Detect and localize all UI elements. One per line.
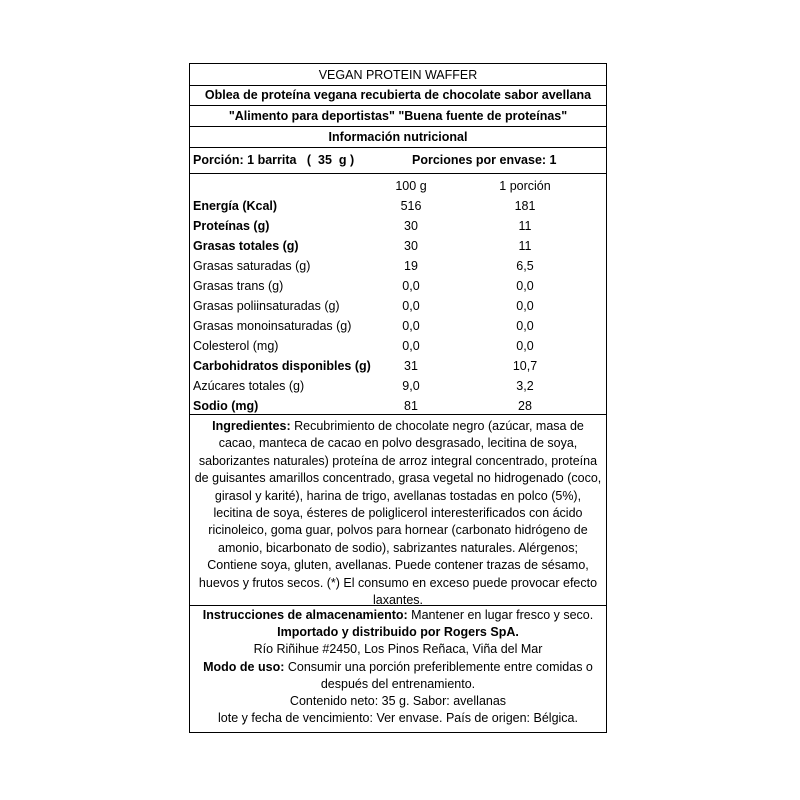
nutrient-per100: 9,0 (402, 379, 420, 393)
nutrient-per-portion: 181 (514, 199, 536, 213)
net-content-line: Contenido neto: 35 g. Sabor: avellanas (289, 694, 507, 709)
nutrient-name: Proteínas (g) (193, 219, 270, 233)
nutrient-name: Sodio (mg) (193, 399, 259, 413)
nutrient-per-portion: 0,0 (516, 299, 534, 313)
nutrient-per100: 30 (404, 239, 418, 253)
nutrient-per-portion: 10,7 (512, 359, 538, 373)
nutrient-per-portion: 3,2 (516, 379, 534, 393)
product-subtitle: Oblea de proteína vegana recubierta de chocolate sabor avellana (190, 86, 606, 106)
nutrient-name: Grasas saturadas (g) (193, 259, 311, 273)
storage-label: Instrucciones de almacenamiento: (202, 608, 408, 622)
nutrient-per-portion: 6,5 (516, 259, 534, 273)
nutrient-per100: 0,0 (402, 319, 420, 333)
nutrient-per-portion: 28 (518, 399, 532, 413)
nutrient-per100: 19 (404, 259, 418, 273)
portion-row (190, 148, 606, 174)
nutrients-header-row (190, 176, 606, 196)
nutrient-name: Grasas trans (g) (193, 279, 284, 293)
nutrient-per-portion: 0,0 (516, 319, 534, 333)
storage-text: Mantener en lugar fresco y seco. (407, 608, 594, 622)
usage-text: Consumir una porción preferiblemente entre comidas o después del entrenamiento. (284, 659, 593, 691)
nutrient-per-portion: 0,0 (516, 279, 534, 293)
lot-origin-line: lote y fecha de vencimiento: Ver envase. País de origen: Bélgica. (218, 711, 578, 726)
importer-line: Importado y distribuido por Rogers SpA. (277, 625, 519, 640)
nutrient-row (190, 276, 606, 296)
ingredients-label: Ingredientes: (212, 419, 291, 433)
nutrient-per100: 516 (400, 199, 422, 213)
nutrient-per-portion: 11 (518, 219, 532, 233)
nutrient-name: Grasas monoinsaturadas (g) (193, 319, 352, 333)
nutrient-row (190, 216, 606, 236)
nutrient-name: Colesterol (mg) (193, 339, 279, 353)
nutrient-per100: 30 (404, 219, 418, 233)
nutrition-info-heading: Información nutricional (190, 127, 606, 148)
nutrient-row (190, 356, 606, 376)
ingredients-text: Recubrimiento de chocolate negro (azúcar, masa de cacao, manteca de cacao en polvo desgrasado, lecitina de soya, saborizantes naturales) proteína de arroz integral concentrado, proteína de guisantes amarillos concentrado, grasa vegetal no hidrogenado (coco, girasol y karité), harina de trigo, avellanas tostadas en polco (5%), lecitina de soya, ésteres de poliglicerol interesterificados con ácido ricinoleico, goma guar, polvos para hornear (carbonato hidrógeno de amonio, bicarbonato de sodio), sabrizantes naturales. Alérgenos; Contiene soya, gluten, avellanas. Puede contener trazas de sésamo, huevos y frutos secos. (*) El consumo en exceso puede provocar efecto laxantes. (194, 419, 602, 608)
nutrient-per100: 31 (404, 359, 418, 373)
nutrient-per100: 0,0 (402, 279, 420, 293)
nutrient-row (190, 316, 606, 336)
address-line: Río Riñihue #2450, Los Pinos Reñaca, Viña del Mar (253, 642, 543, 657)
nutrient-name: Energía (Kcal) (193, 199, 278, 213)
nutrient-row (190, 336, 606, 356)
nutrient-name: Azúcares totales (g) (193, 379, 305, 393)
storage-section (190, 605, 606, 734)
column-header-portion: 1 porción (499, 179, 551, 193)
nutrition-label (189, 63, 607, 733)
ingredients-section (190, 414, 606, 606)
nutrient-row (190, 236, 606, 256)
product-title: VEGAN PROTEIN WAFFER (190, 64, 606, 86)
nutrients-table (190, 174, 606, 415)
nutrient-name: Grasas totales (g) (193, 239, 299, 253)
nutrient-per100: 0,0 (402, 339, 420, 353)
nutrient-row (190, 296, 606, 316)
ingredients-paragraph (194, 418, 602, 609)
nutrient-row (190, 196, 606, 216)
usage-label: Modo de uso: (203, 659, 285, 674)
nutrient-name: Carbohidratos disponibles (g) (193, 359, 371, 373)
nutrient-row (190, 256, 606, 276)
column-header-100g: 100 g (395, 179, 427, 193)
nutrient-per-portion: 0,0 (516, 339, 534, 353)
product-claims: "Alimento para deportistas" "Buena fuente de proteínas" (190, 106, 606, 127)
nutrient-per100: 81 (404, 399, 418, 413)
nutrient-name: Grasas poliinsaturadas (g) (193, 299, 340, 313)
portions-per-pack: Porciones por envase: 1 (412, 153, 557, 167)
nutrient-row (190, 396, 606, 416)
portion-size: Porción: 1 barrita ( 35 g ) (193, 153, 355, 167)
nutrient-row (190, 376, 606, 396)
usage-paragraph (190, 659, 606, 693)
storage-paragraph (190, 607, 606, 624)
nutrient-per-portion: 11 (518, 239, 532, 253)
nutrient-per100: 0,0 (402, 299, 420, 313)
